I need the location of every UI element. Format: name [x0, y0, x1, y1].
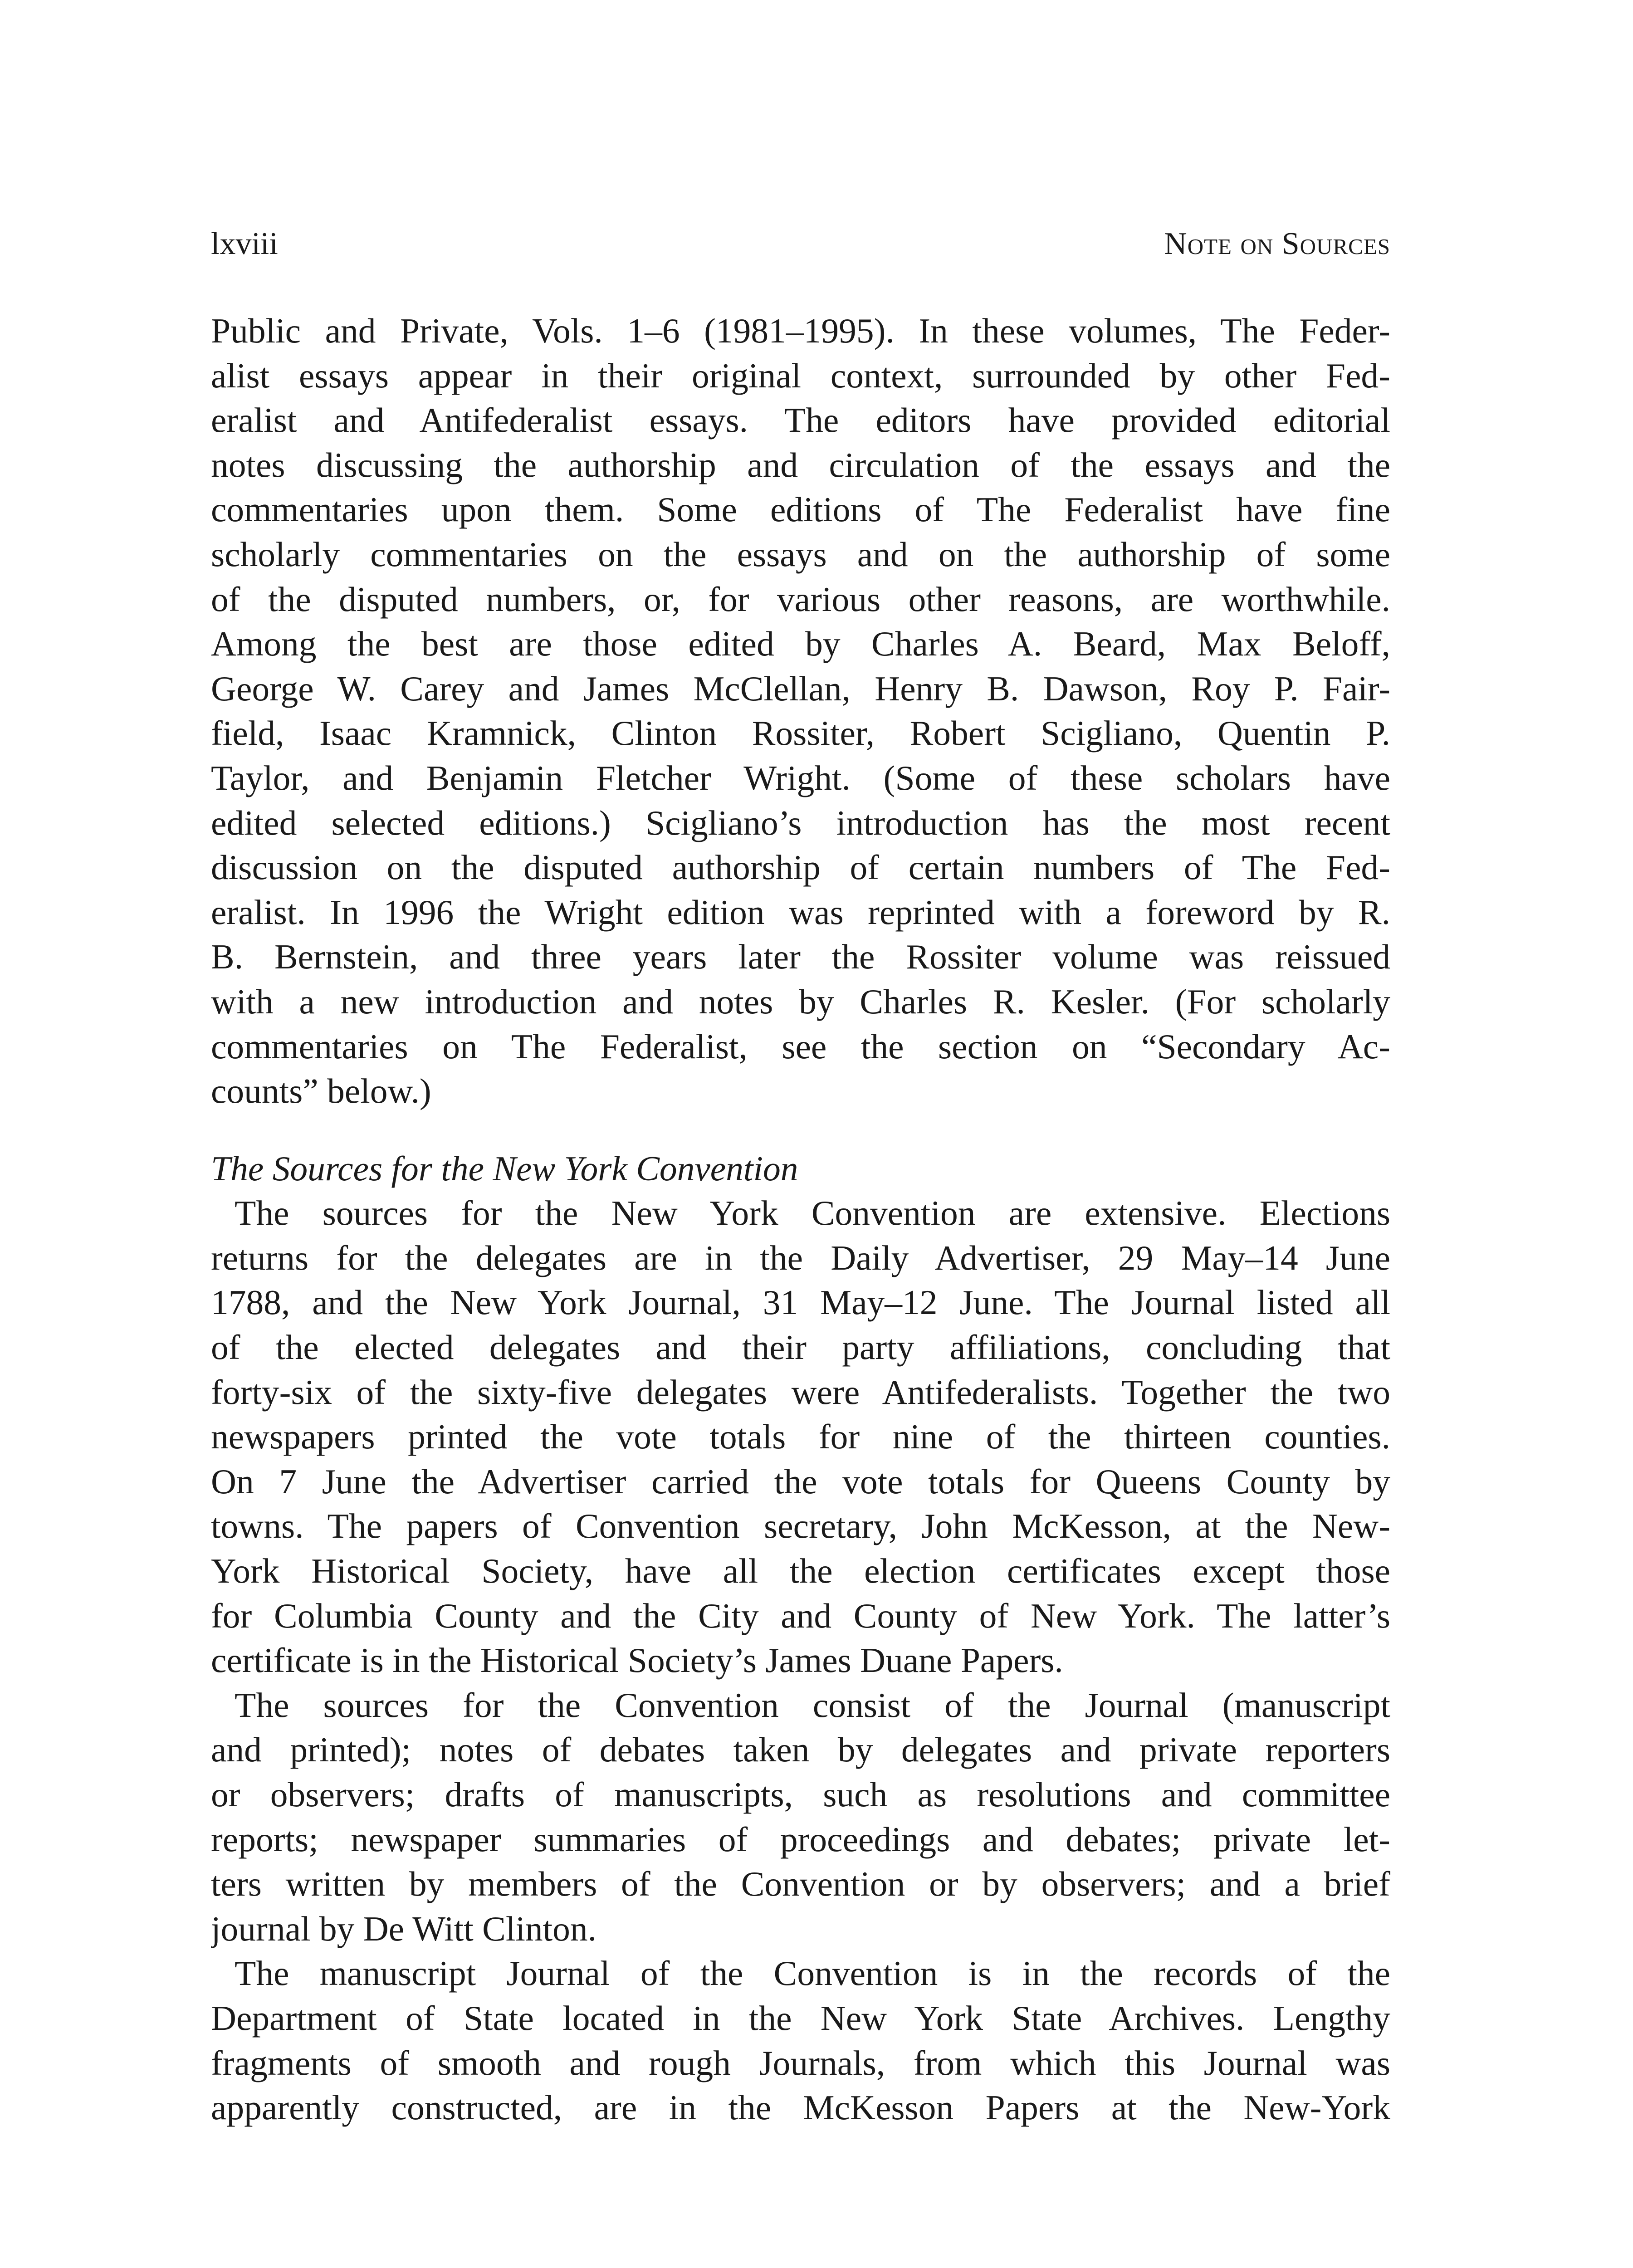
- section-gap: [211, 1114, 1390, 1146]
- text-line: journal by De Witt Clinton.: [211, 1909, 597, 1948]
- text-line: commentaries upon them. Some editions of The Federalist have fine: [211, 490, 1390, 529]
- text-line: counts” below.): [211, 1071, 431, 1111]
- text-line: Among the best are those edited by Charles A. Beard, Max Beloff,: [211, 624, 1390, 664]
- text-line: towns. The papers of Convention secretary, John McKesson, at the New-: [211, 1506, 1390, 1546]
- text-line: for Columbia County and the City and County of New York. The latter’s: [211, 1596, 1390, 1635]
- text-line: B. Bernstein, and three years later the Rossiter volume was reissued: [211, 937, 1390, 977]
- paragraph-4: [211, 1951, 1390, 2130]
- text-line: discussion on the disputed authorship of certain numbers of The Fed-: [211, 848, 1390, 887]
- paragraph-2: [211, 1191, 1390, 1683]
- text-line: 1788, and the New York Journal, 31 May–12 June. The Journal listed all: [211, 1283, 1390, 1322]
- text-line: The manuscript Journal of the Convention is in the records of the: [235, 1954, 1390, 1993]
- text-line: The sources for the Convention consist of the Journal (manuscript: [235, 1685, 1390, 1725]
- body-text: [211, 308, 1390, 2130]
- text-line: returns for the delegates are in the Daily Advertiser, 29 May–14 June: [211, 1238, 1390, 1277]
- text-line: and printed); notes of debates taken by delegates and private reporters: [211, 1730, 1390, 1769]
- text-line: scholarly commentaries on the essays and on the authorship of some: [211, 534, 1390, 574]
- text-line: or observers; drafts of manuscripts, such as resolutions and committee: [211, 1775, 1390, 1814]
- text-line: eralist and Antifederalist essays. The editors have provided editorial: [211, 401, 1390, 440]
- page-number: lxviii: [211, 226, 278, 261]
- subheading: The Sources for the New York Convention: [211, 1149, 798, 1188]
- paragraph-3: [211, 1683, 1390, 1951]
- text-line: reports; newspaper summaries of proceedings and debates; private let-: [211, 1819, 1390, 1859]
- text-line: newspapers printed the vote totals for nine of the thirteen counties.: [211, 1417, 1390, 1457]
- text-line: apparently constructed, are in the McKesson Papers at the New-York: [211, 2088, 1390, 2127]
- text-line: notes discussing the authorship and circulation of the essays and the: [211, 445, 1390, 484]
- text-line: George W. Carey and James McClellan, Henry B. Dawson, Roy P. Fair-: [211, 669, 1390, 708]
- running-head: [211, 221, 1390, 267]
- text-line: forty-six of the sixty-five delegates were Antifederalists. Together the two: [211, 1372, 1390, 1412]
- text-line: of the elected delegates and their party affiliations, concluding that: [211, 1328, 1390, 1367]
- text-line: Public and Private, Vols. 1–6 (1981–1995). In these volumes, The Feder-: [211, 311, 1390, 350]
- section-title: Note on Sources: [1164, 226, 1390, 261]
- text-line: Taylor, and Benjamin Fletcher Wright. (Some of these scholars have: [211, 758, 1390, 797]
- text-line: On 7 June the Advertiser carried the vote totals for Queens County by: [211, 1461, 1390, 1501]
- text-line: York Historical Society, have all the election certificates except those: [211, 1551, 1390, 1591]
- text-line: fragments of smooth and rough Journals, from which this Journal was: [211, 2043, 1390, 2082]
- text-line: eralist. In 1996 the Wright edition was reprinted with a foreword by R.: [211, 892, 1390, 932]
- text-line: of the disputed numbers, or, for various other reasons, are worthwhile.: [211, 579, 1390, 619]
- text-line: Department of State located in the New York State Archives. Lengthy: [211, 1998, 1390, 2038]
- text-line: certificate is in the Historical Society’s James Duane Papers.: [211, 1641, 1063, 1680]
- paragraph-1: [211, 308, 1390, 1114]
- text-line: field, Isaac Kramnick, Clinton Rossiter, Robert Scigliano, Quentin P.: [211, 714, 1390, 753]
- text-line: edited selected editions.) Scigliano’s introduction has the most recent: [211, 803, 1390, 842]
- text-line: commentaries on The Federalist, see the section on “Secondary Ac-: [211, 1026, 1390, 1066]
- text-line: The sources for the New York Convention are extensive. Elections: [235, 1193, 1390, 1233]
- text-line: with a new introduction and notes by Charles R. Kesler. (For scholarly: [211, 982, 1390, 1021]
- text-line: alist essays appear in their original context, surrounded by other Fed-: [211, 356, 1390, 395]
- text-line: ters written by members of the Convention or by observers; and a brief: [211, 1864, 1390, 1904]
